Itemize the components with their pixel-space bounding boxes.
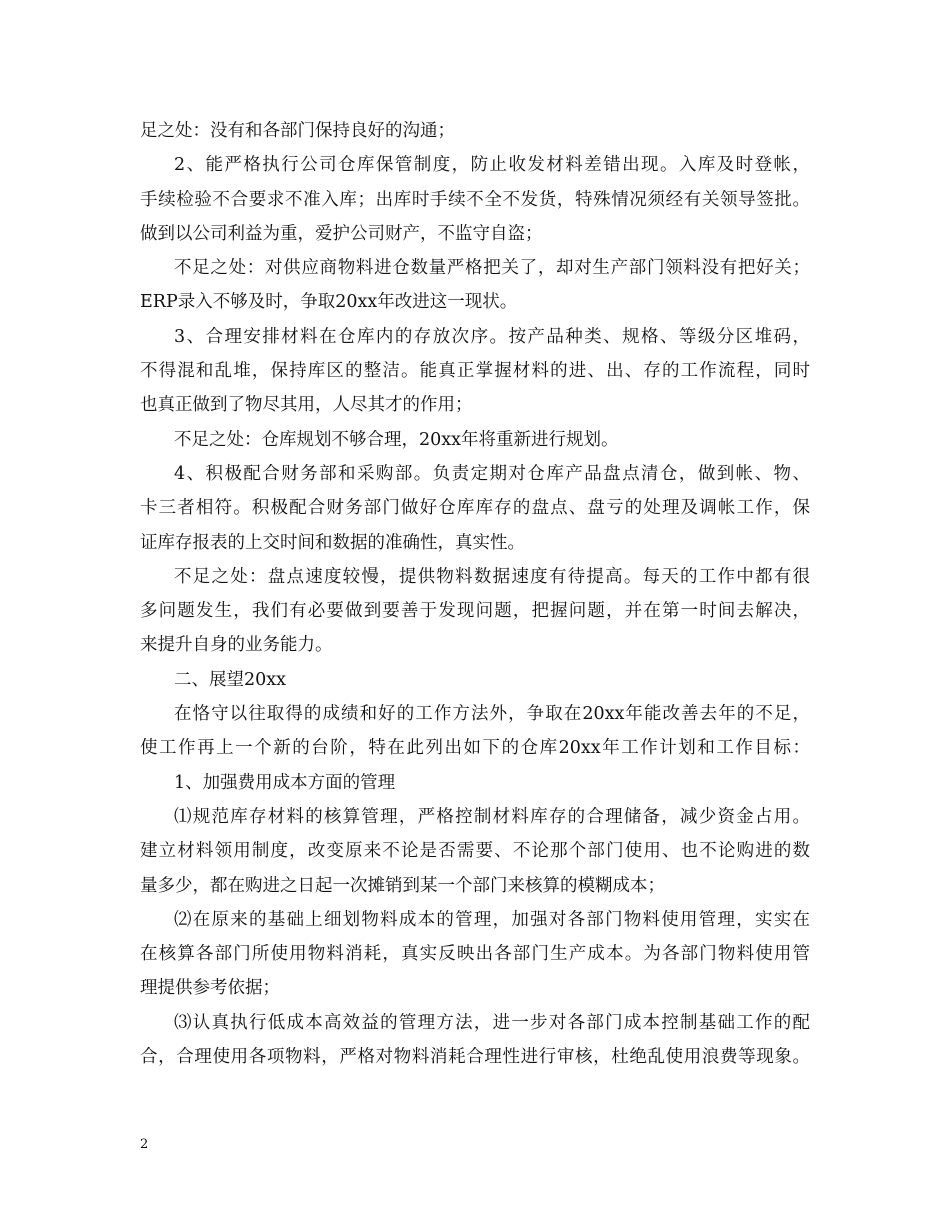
page-number: 2 [140, 1137, 149, 1152]
text-line: 做到以公司利益为重，爱护公司财产，不监守自盗； [140, 223, 543, 244]
text-line: 来提升自身的业务能力。 [140, 635, 333, 656]
text-line: 多问题发生，我们有必要做到要善于发现问题，把握问题，并在第一时间去解决， [140, 601, 810, 622]
text-line: 量多少，都在购进之日起一次摊销到某一个部门来核算的模糊成本； [140, 875, 665, 896]
document-body [140, 114, 810, 1074]
text-line: 也真正做到了物尽其用，人尽其才的作用； [140, 395, 473, 416]
text-line: 建立材料领用制度，改变原来不论是否需要、不论那个部门使用、也不论购进的数 [140, 841, 810, 862]
text-line: ERP录入不够及时，争取20xx年改进这一现状。 [140, 292, 518, 313]
text-line: 证库存报表的上交时间和数据的准确性，真实性。 [140, 532, 525, 553]
text-line: 4、积极配合财务部和采购部。负责定期对仓库产品盘点清仓，做到帐、物、 [174, 463, 810, 484]
text-line: 不足之处：对供应商物料进仓数量严格把关了，却对生产部门领料没有把好关； [174, 258, 810, 279]
text-line: 卡三者相符。积极配合财务部门做好仓库库存的盘点、盘亏的处理及调帐工作，保 [140, 498, 810, 519]
text-line: 不足之处：盘点速度较慢，提供物料数据速度有待提高。每天的工作中都有很 [174, 566, 810, 587]
text-line: ⑴规范库存材料的核算管理，严格控制材料库存的合理储备，减少资金占用。 [174, 806, 810, 827]
text-line: 二、展望20xx [174, 669, 287, 690]
text-line: 理提供参考依据； [140, 978, 280, 999]
text-line: 在恪守以往取得的成绩和好的工作方法外，争取在20xx年能改善去年的不足， [174, 704, 810, 725]
text-line: 在核算各部门所使用物料消耗，真实反映出各部门生产成本。为各部门物料使用管 [140, 944, 810, 965]
text-line: 不足之处：仓库规划不够合理，20xx年将重新进行规划。 [174, 429, 619, 450]
text-line: ⑶认真执行低成本高效益的管理方法，进一步对各部门成本控制基础工作的配 [174, 1012, 810, 1033]
text-line: 不得混和乱堆，保持库区的整洁。能真正掌握材料的进、出、存的工作流程，同时 [140, 361, 810, 382]
text-line: ⑵在原来的基础上细划物料成本的管理，加强对各部门物料使用管理，实实在 [174, 909, 810, 930]
text-line: 3、合理安排材料在仓库内的存放次序。按产品种类、规格、等级分区堆码， [174, 326, 810, 347]
text-line: 足之处：没有和各部门保持良好的沟通； [140, 121, 455, 141]
text-line: 合，合理使用各项物料，严格对物料消耗合理性进行审核，杜绝乱使用浪费等现象。 [140, 1047, 810, 1068]
text-line: 使工作再上一个新的台阶，特在此列出如下的仓库20xx年工作计划和工作目标： [140, 738, 810, 759]
text-line: 手续检验不合要求不准入库；出库时手续不全不发货，特殊情况须经有关领导签批。 [140, 189, 810, 210]
text-line: 2、能严格执行公司仓库保管制度，防止收发材料差错出现。入库及时登帐， [174, 155, 810, 176]
text-line: 1、加强费用成本方面的管理 [174, 772, 396, 793]
